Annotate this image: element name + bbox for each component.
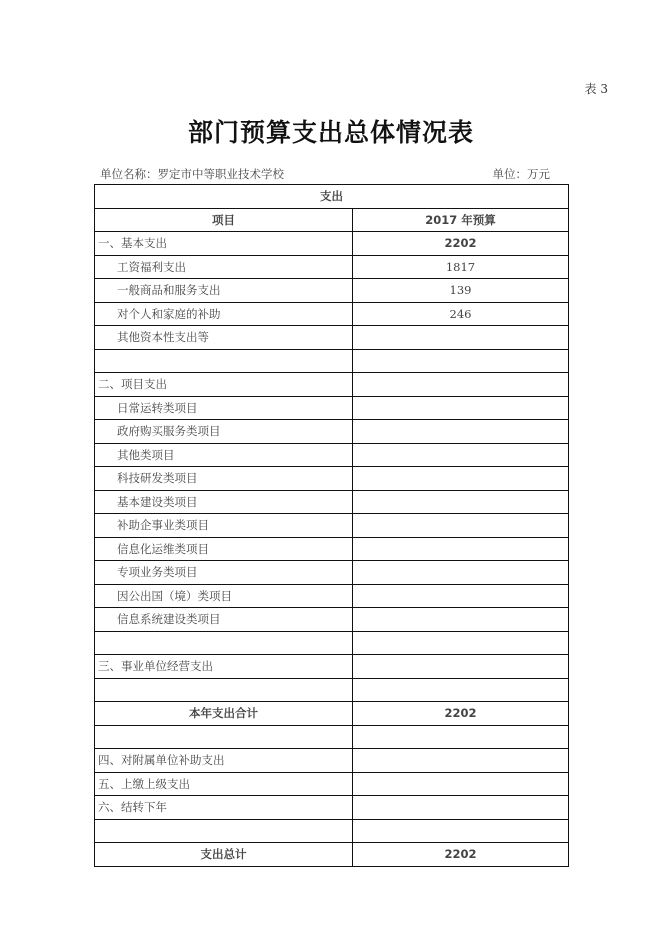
page-title: 部门预算支出总体情况表 <box>187 118 474 147</box>
table-row <box>95 561 569 585</box>
row-value <box>353 514 569 538</box>
row-label: 五、上缴上级支出 <box>95 772 353 796</box>
row-value <box>353 725 569 749</box>
row-label <box>95 678 353 702</box>
table-row <box>95 302 569 326</box>
row-label: 其他类项目 <box>95 443 353 467</box>
row-label <box>95 819 353 843</box>
table-row <box>95 749 569 773</box>
table-row <box>95 443 569 467</box>
table-row <box>95 349 569 373</box>
row-value: 2202 <box>353 232 569 256</box>
total-row <box>95 843 569 867</box>
row-value <box>353 678 569 702</box>
row-value: 246 <box>353 302 569 326</box>
table-row <box>95 772 569 796</box>
row-label: 一、基本支出 <box>95 232 353 256</box>
row-value <box>353 655 569 679</box>
table-row <box>95 326 569 350</box>
row-label <box>95 631 353 655</box>
row-label: 对个人和家庭的补助 <box>95 302 353 326</box>
row-value <box>353 584 569 608</box>
table-row <box>95 396 569 420</box>
row-label: 补助企事业类项目 <box>95 514 353 538</box>
row-value: 2202 <box>353 843 569 867</box>
budget-table <box>94 184 569 867</box>
row-value <box>353 467 569 491</box>
row-label: 四、对附属单位补助支出 <box>95 749 353 773</box>
table-row <box>95 725 569 749</box>
table-row <box>95 584 569 608</box>
column-header-budget: 2017 年预算 <box>353 208 569 232</box>
row-value <box>353 772 569 796</box>
row-value <box>353 420 569 444</box>
row-value: 2202 <box>353 702 569 726</box>
row-label: 日常运转类项目 <box>95 396 353 420</box>
row-value <box>353 561 569 585</box>
total-row <box>95 702 569 726</box>
row-value <box>353 537 569 561</box>
row-value <box>353 326 569 350</box>
row-label: 专项业务类项目 <box>95 561 353 585</box>
table-row <box>95 420 569 444</box>
column-header-item: 项目 <box>95 208 353 232</box>
table-row <box>95 255 569 279</box>
row-value <box>353 443 569 467</box>
table-row <box>95 490 569 514</box>
table-row <box>95 631 569 655</box>
row-label: 信息系统建设类项目 <box>95 608 353 632</box>
row-label: 工资福利支出 <box>95 255 353 279</box>
row-value <box>353 819 569 843</box>
row-label: 本年支出合计 <box>95 702 353 726</box>
row-label: 三、事业单位经营支出 <box>95 655 353 679</box>
row-label: 六、结转下年 <box>95 796 353 820</box>
row-label: 科技研发类项目 <box>95 467 353 491</box>
row-value: 1817 <box>353 255 569 279</box>
table-number: 表 3 <box>584 82 608 96</box>
row-label: 基本建设类项目 <box>95 490 353 514</box>
table-row <box>95 537 569 561</box>
table-row <box>95 232 569 256</box>
row-value <box>353 631 569 655</box>
row-label: 二、项目支出 <box>95 373 353 397</box>
row-label: 支出总计 <box>95 843 353 867</box>
row-value <box>353 396 569 420</box>
row-label: 其他资本性支出等 <box>95 326 353 350</box>
document-meta <box>100 166 550 182</box>
row-label: 政府购买服务类项目 <box>95 420 353 444</box>
row-label <box>95 725 353 749</box>
row-value <box>353 608 569 632</box>
table-row <box>95 279 569 303</box>
row-value <box>353 796 569 820</box>
section-header-row <box>95 185 569 209</box>
row-value <box>353 490 569 514</box>
currency-unit: 单位：万元 <box>492 167 550 181</box>
row-label: 一般商品和服务支出 <box>95 279 353 303</box>
section-header: 支出 <box>95 185 569 209</box>
column-header-row <box>95 208 569 232</box>
row-value <box>353 749 569 773</box>
table-row <box>95 373 569 397</box>
table-row <box>95 608 569 632</box>
table-row <box>95 678 569 702</box>
unit-name: 单位名称：罗定市中等职业技术学校 <box>100 167 284 181</box>
table-row <box>95 655 569 679</box>
row-value: 139 <box>353 279 569 303</box>
row-label <box>95 349 353 373</box>
table-row <box>95 819 569 843</box>
table-row <box>95 514 569 538</box>
row-label: 信息化运维类项目 <box>95 537 353 561</box>
table-row <box>95 467 569 491</box>
row-label: 因公出国（境）类项目 <box>95 584 353 608</box>
row-value <box>353 349 569 373</box>
table-row <box>95 796 569 820</box>
row-value <box>353 373 569 397</box>
